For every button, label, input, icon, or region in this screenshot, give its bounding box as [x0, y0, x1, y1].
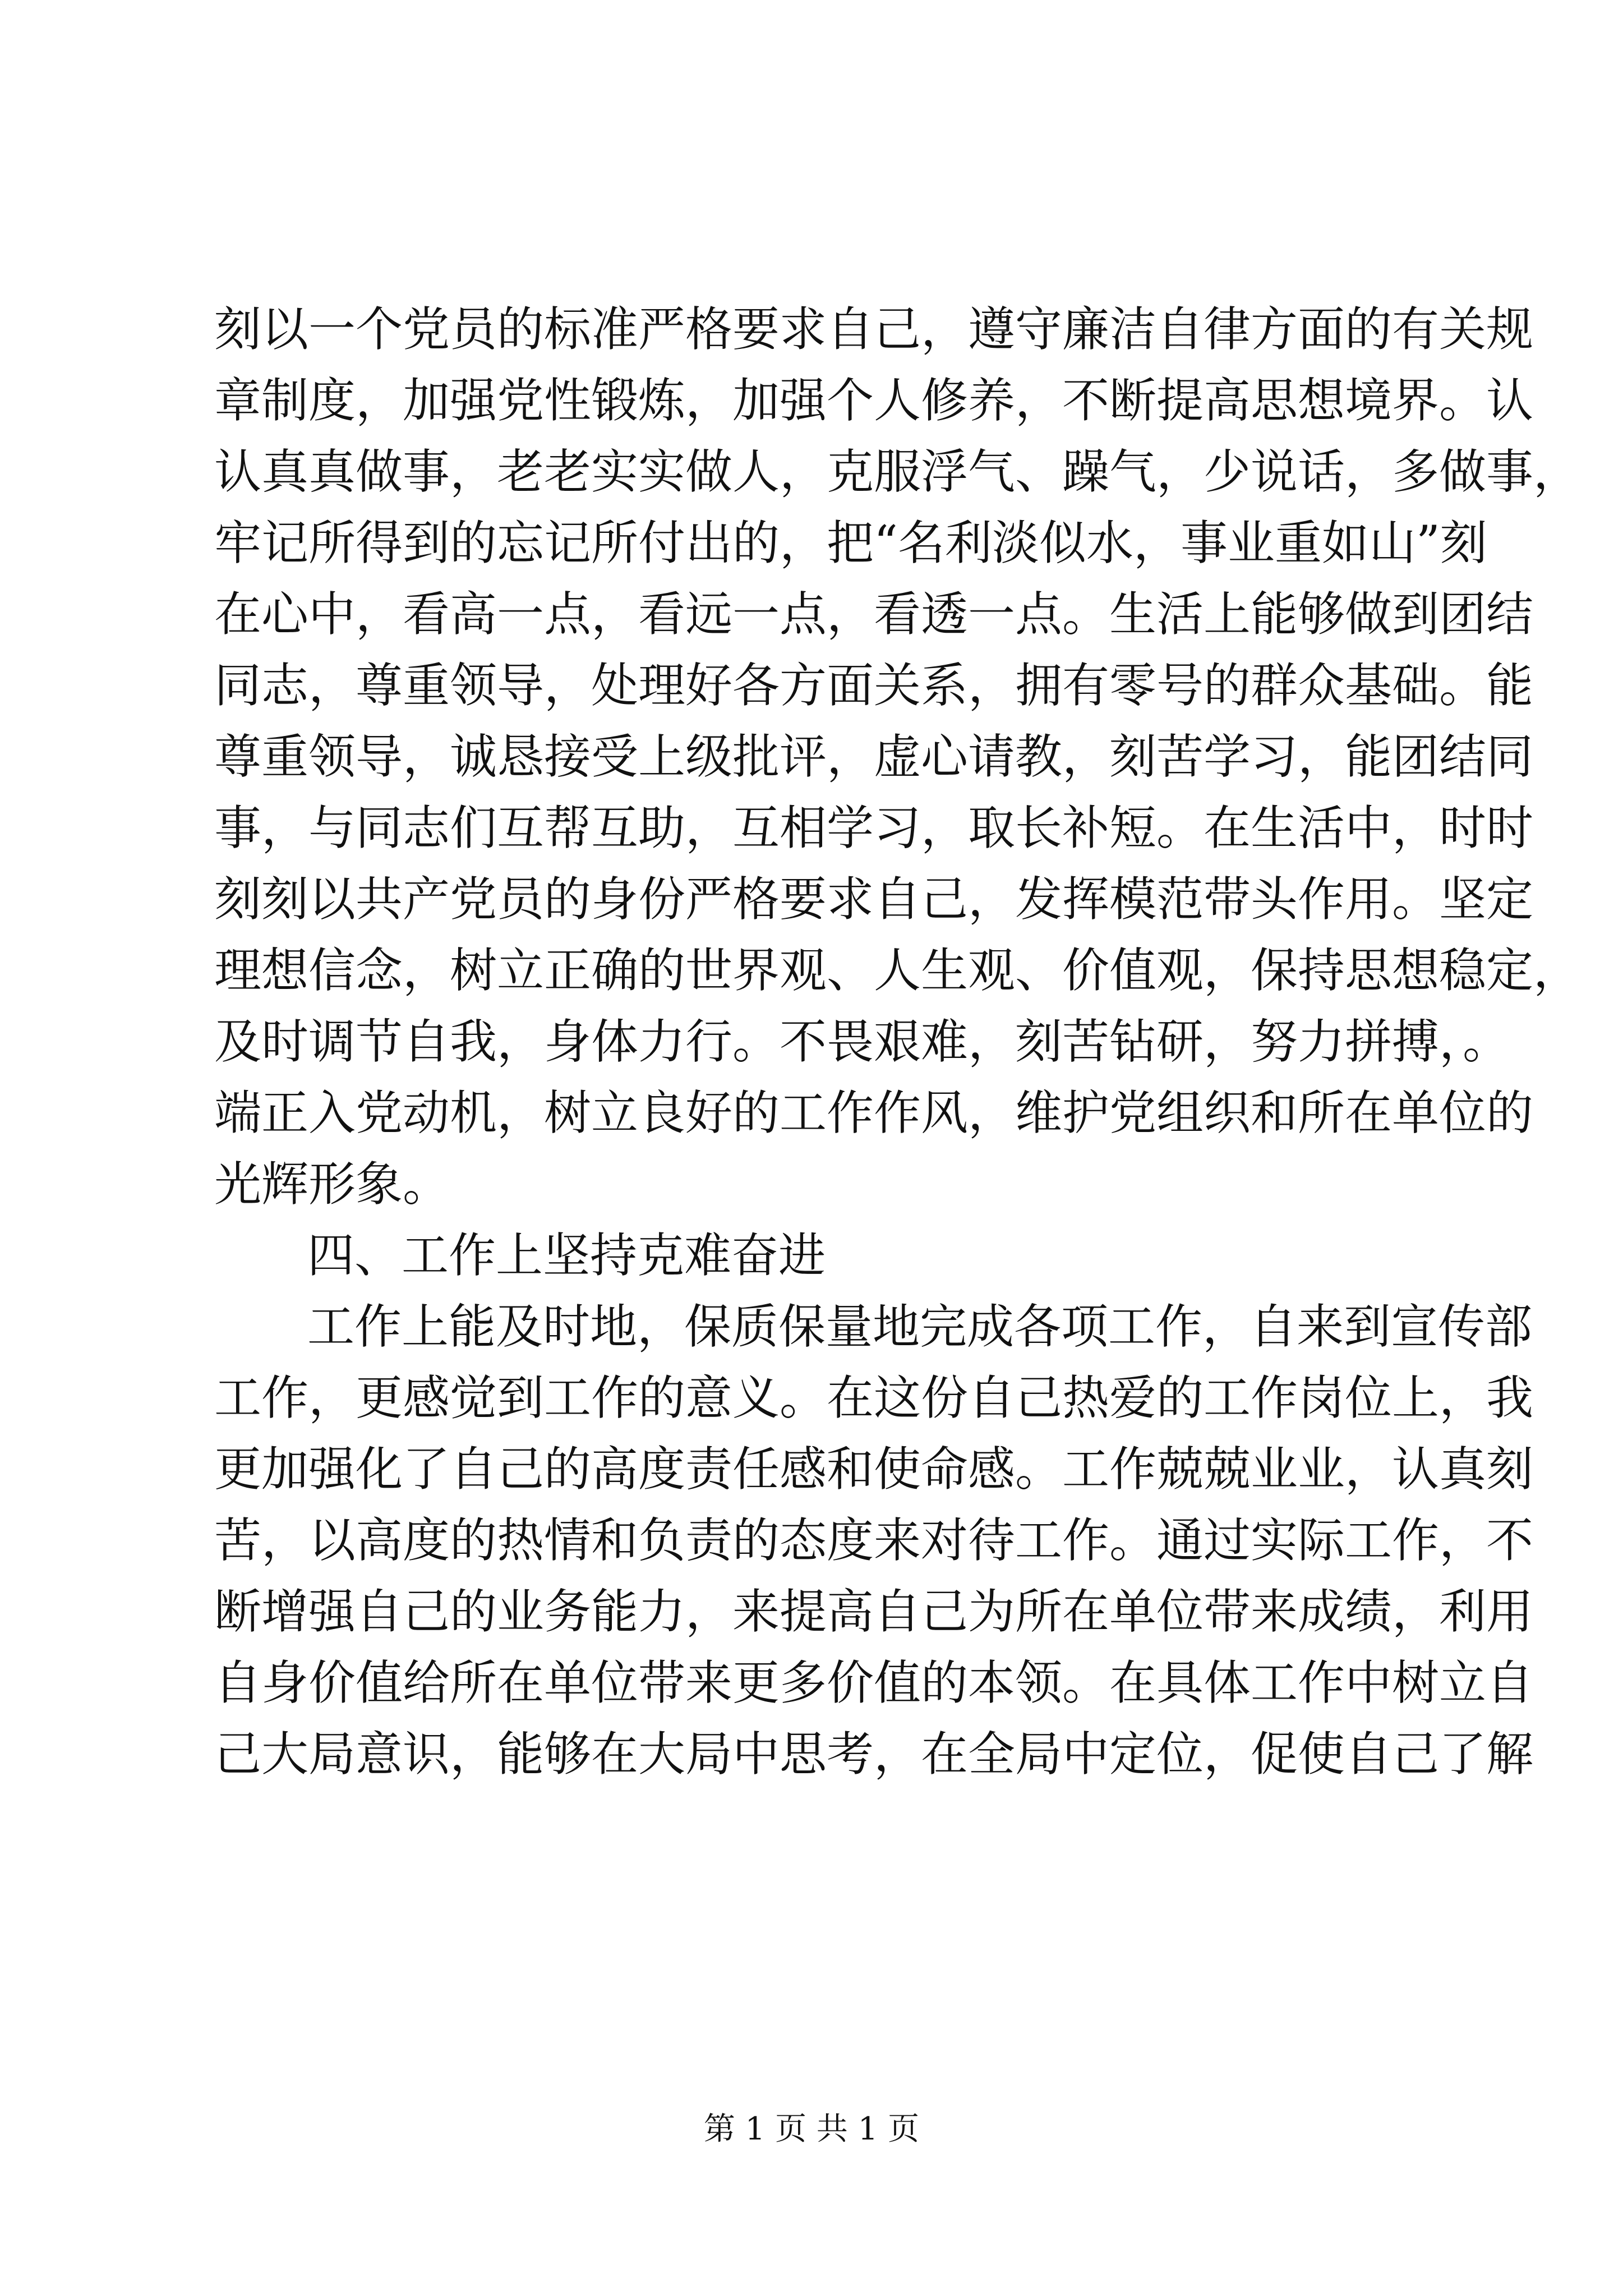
text-line: 自身价值给所在单位带来更多价值的本领。在具体工作中树立自	[214, 1655, 1534, 1710]
text-line: 刻以一个党员的标准严格要求自己，遵守廉洁自律方面的有关规	[214, 302, 1534, 357]
text-line: 及时调节自我，身体力行。不畏艰难，刻苦钻研，努力拼搏，。	[214, 1014, 1510, 1069]
text-line: 同志，尊重领导，处理好各方面关系，拥有零号的群众基础。能	[214, 658, 1534, 713]
text-line: 牢记所得到的忘记所付出的，把“名利淡似水，事业重如山”刻	[214, 516, 1487, 570]
text-line: 事，与同志们互帮互助，互相学习，取长补短。在生活中，时时	[214, 800, 1534, 855]
text-line: 更加强化了自己的高度责任感和使命感。工作兢兢业业，认真刻	[214, 1442, 1534, 1497]
text-line: 认真真做事，老老实实做人，克服浮气、躁气，少说话，多做事，	[214, 444, 1581, 499]
text-line: 己大局意识，能够在大局中思考，在全局中定位，促使自己了解	[214, 1727, 1534, 1782]
section-heading: 四、工作上坚持克难奋进	[307, 1228, 826, 1283]
page-footer: 第 1 页 共 1 页	[703, 2111, 920, 2147]
text-line: 章制度，加强党性锻炼，加强个人修养，不断提高思想境界。认	[214, 373, 1534, 428]
text-line: 在心中，看高一点，看远一点，看透一点。生活上能够做到团结	[214, 587, 1534, 642]
text-line: 刻刻以共产党员的身份严格要求自己，发挥模范带头作用。坚定	[214, 872, 1534, 927]
text-line: 苦，以高度的热情和负责的态度来对待工作。通过实际工作，不	[214, 1513, 1534, 1568]
text-line: 光辉形象。	[214, 1157, 450, 1212]
text-line: 端正入党动机，树立良好的工作作风，维护党组织和所在单位的	[214, 1085, 1534, 1140]
text-line: 尊重领导，诚恳接受上级批评，虚心请教，刻苦学习，能团结同	[214, 729, 1534, 784]
text-line: 工作上能及时地，保质保量地完成各项工作，自来到宣传部	[307, 1299, 1533, 1354]
text-line: 断增强自己的业务能力，来提高自己为所在单位带来成绩，利用	[214, 1584, 1534, 1639]
text-line: 工作，更感觉到工作的意义。在这份自己热爱的工作岗位上，我	[214, 1370, 1534, 1425]
text-line: 理想信念，树立正确的世界观、人生观、价值观，保持思想稳定，	[214, 943, 1581, 998]
